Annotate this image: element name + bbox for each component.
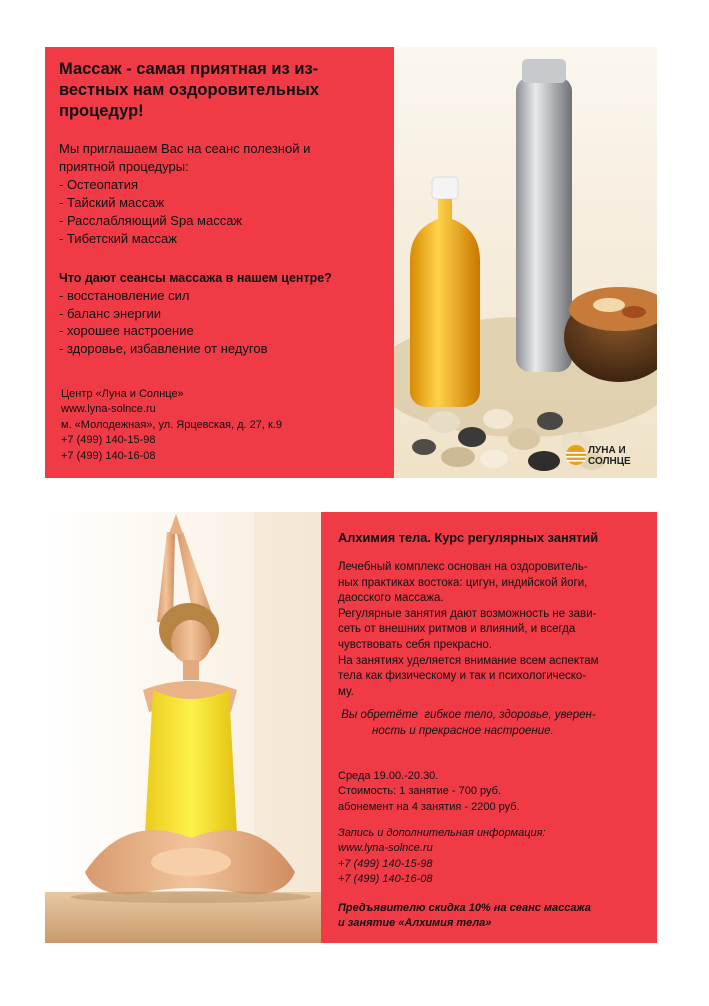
massage-contacts: Центр «Луна и Солнце» www.lyna-solnce.ru м. «Молодежная», ул. Ярцевская, д. 27, к.9 +7 (499) 140-15-98 +7 (499) 140-16-08 (61, 388, 282, 462)
massage-oil-bottles-stones-photo (394, 47, 657, 478)
yoga-schedule: Среда 19.00.-20.30. Стоимость: 1 занятие - 700 руб. абонемент на 4 занятия - 2200 руб. (338, 770, 520, 813)
list-item: - баланс энергии (59, 305, 161, 321)
massage-flyer (45, 47, 657, 478)
massage-question: Что дают сеансы массажа в нашем центре? (59, 271, 332, 285)
discount-promo: Предъявителю скидка 10% на сеанс массажа и занятие «Алхимия тела» (338, 902, 591, 930)
yoga-description: Лечебный комплекс основан на оздоровитель- ных практиках востока: цигун, индийской йоги, даосского массажа. Регулярные занятия дают возможность не зави- сеть от внешних ритмов и влияний, и всегда чувствовать себя прекрасно. На занятиях уделяется внимание всем аспектам тела как физическому и так и психологическо- му. (338, 561, 599, 698)
list-item: - восстановление сил (59, 288, 190, 303)
massage-title: Массаж - самая приятная из из- вестных нам оздоровительных процедур! (59, 60, 320, 120)
yoga-slogan: Вы обретёте гибкое тело, здоровье, уверен- ность и прекрасное настроение. (338, 709, 596, 737)
massage-benefits-list (59, 287, 379, 357)
logo-text: ЛУНА И СОЛНЦЕ (588, 445, 631, 467)
massage-oil-photo (394, 47, 657, 478)
list-item: - хорошее настроение (59, 323, 194, 338)
yoga-woman-lotus-pose-photo (45, 512, 321, 943)
yoga-photo (45, 512, 321, 943)
massage-intro: Мы приглашаем Вас на сеанс полезной и приятной процедуры: - Остеопатия - Тайский массаж - Расслабляющий Spa массаж - Тибетский массаж (59, 141, 311, 246)
yoga-text-panel (321, 512, 657, 943)
yoga-title: Алхимия тела. Курс регулярных занятий (338, 530, 599, 545)
list-item: - здоровье, избавление от недугов (59, 340, 268, 356)
massage-text-panel (45, 47, 394, 478)
sun-logo-icon (565, 444, 587, 466)
yoga-contact-info: Запись и дополнительная информация: www.lyna-solnce.ru +7 (499) 140-15-98 +7 (499) 140-16-08 (338, 827, 546, 886)
luna-solnce-logo (565, 442, 645, 472)
yoga-flyer (45, 512, 657, 943)
